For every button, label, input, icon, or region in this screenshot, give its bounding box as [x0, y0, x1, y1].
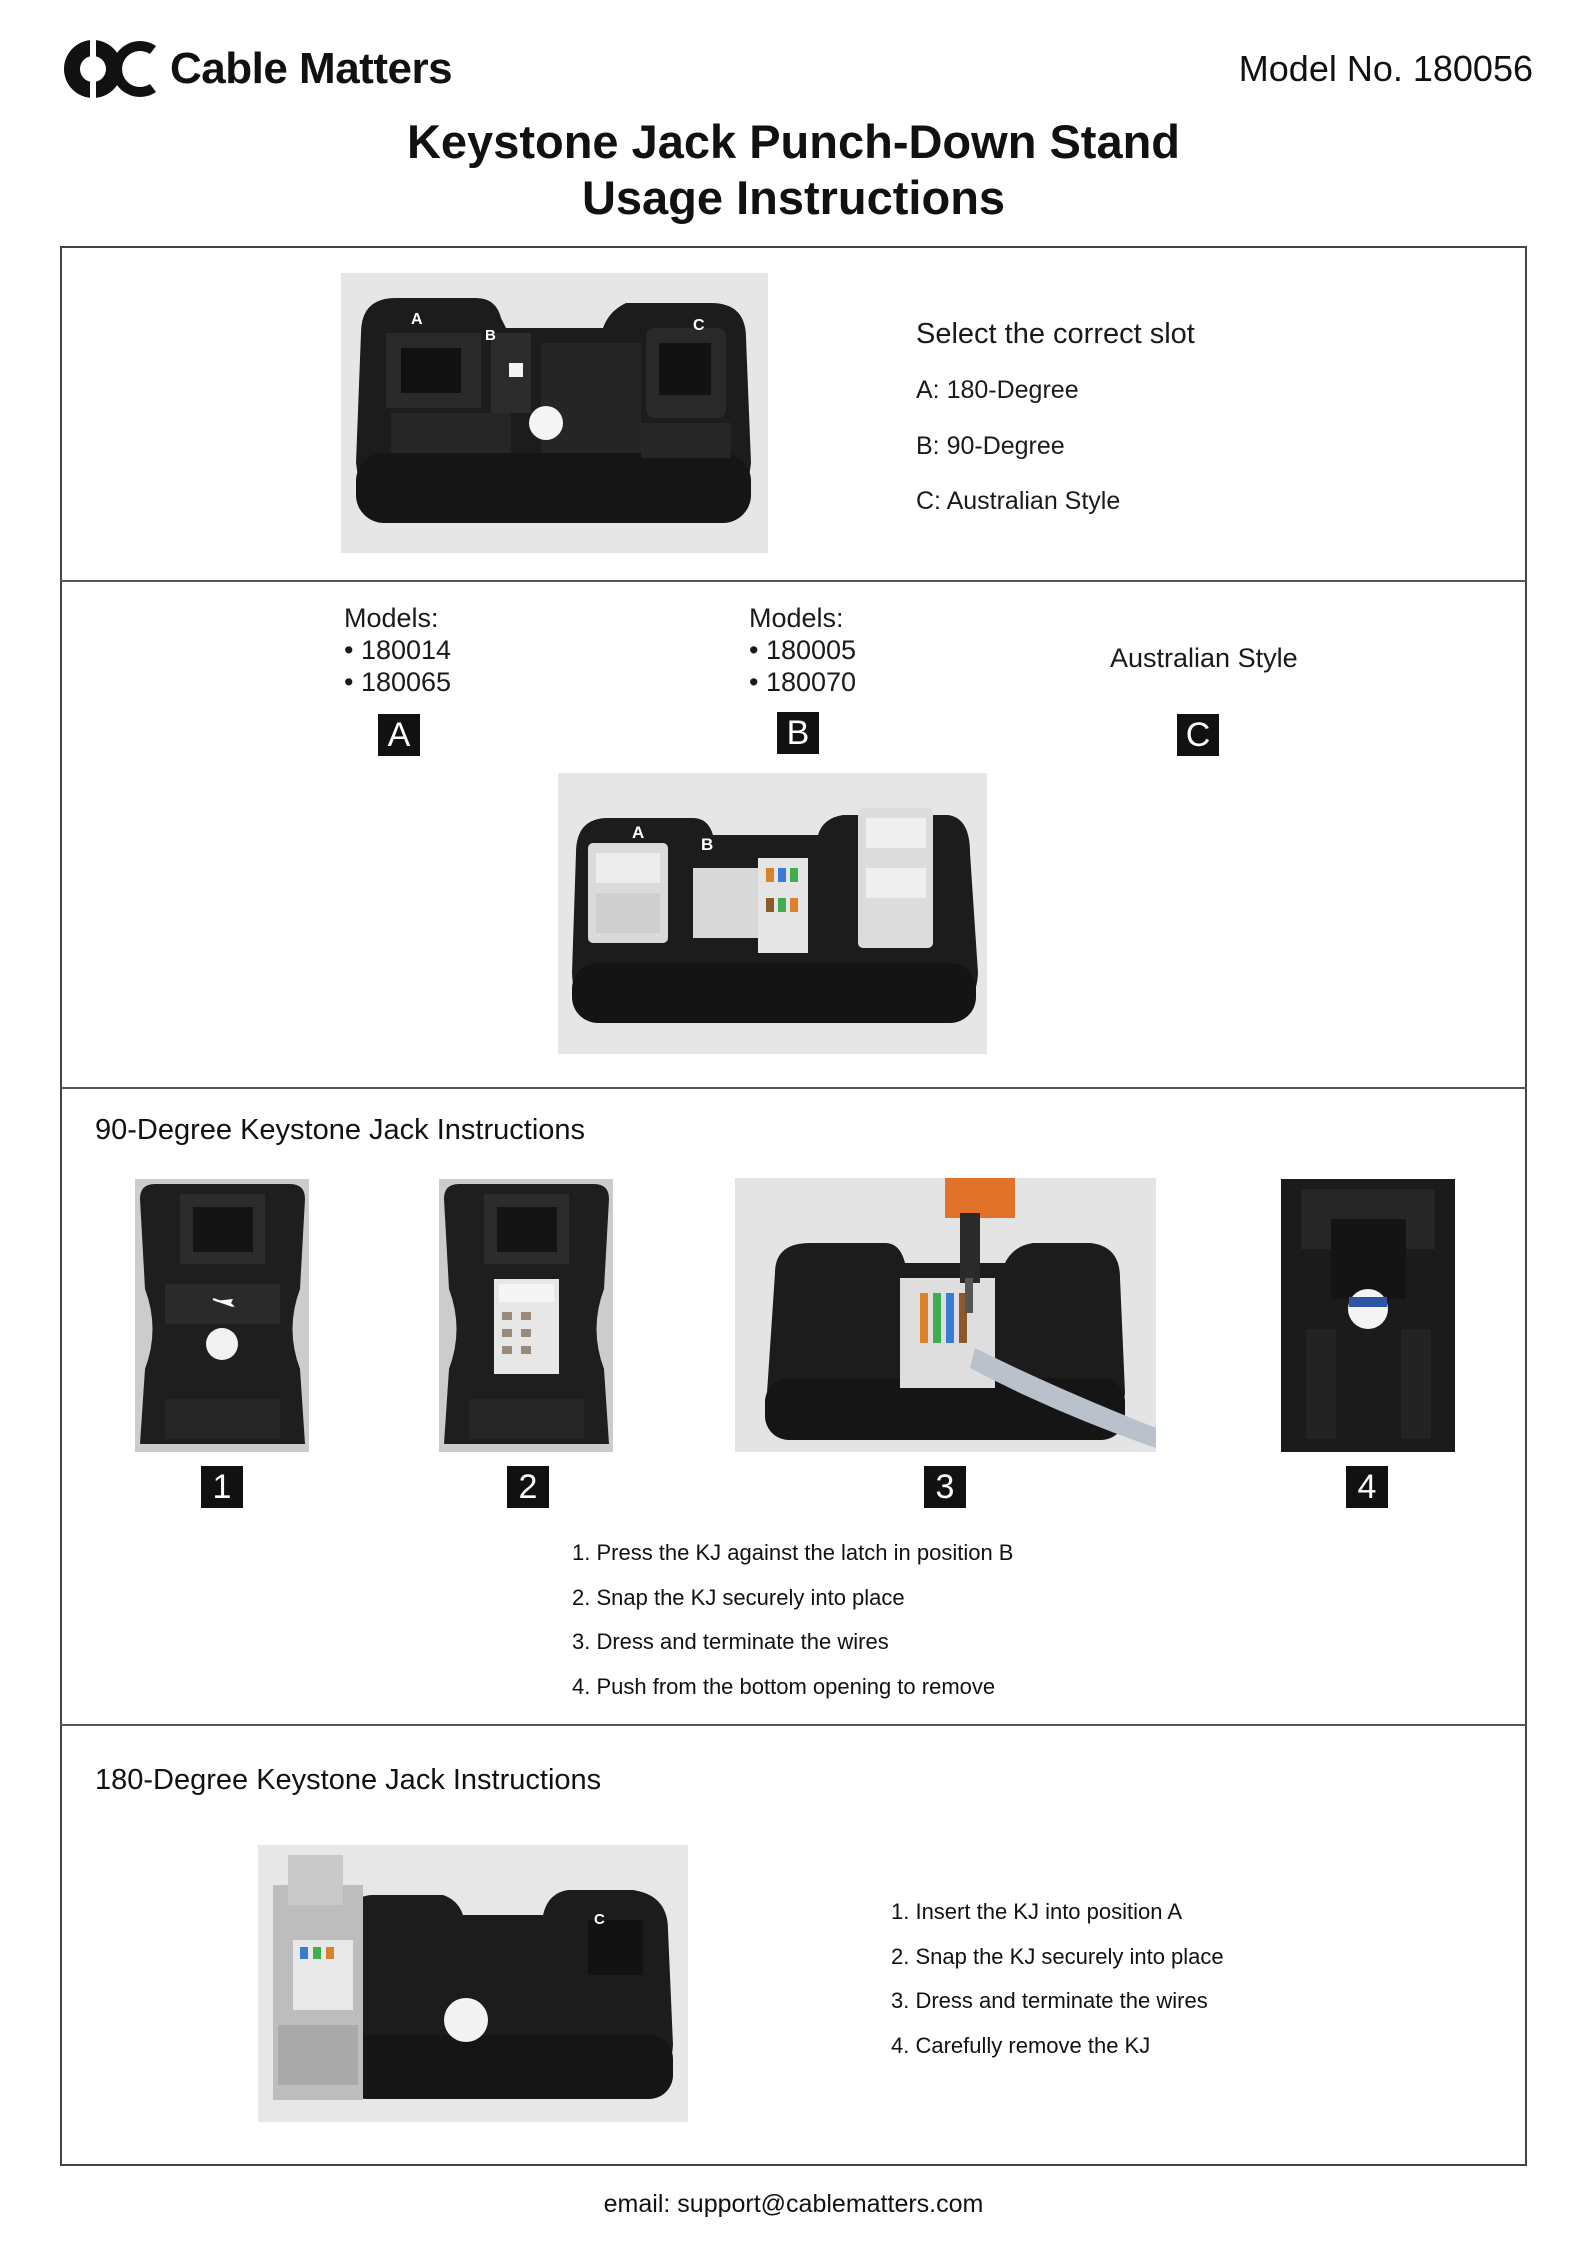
stand-with-jacks-photo — [558, 773, 987, 1054]
brand-logo — [60, 36, 460, 102]
model-item: • 180065 — [344, 667, 452, 697]
slot-c-label: C: Australian Style — [916, 487, 1121, 515]
one-eighty-step-2: 2. Snap the KJ securely into place — [891, 1944, 1224, 1969]
step-2-photo — [439, 1179, 613, 1452]
figure-number-1: 1 — [201, 1466, 243, 1508]
figure-number-3: 3 — [924, 1466, 966, 1508]
photo-label-a: A — [632, 823, 645, 842]
section-divider — [60, 580, 1527, 582]
slot-letter-a: A — [378, 714, 420, 756]
photo-label-b: B — [701, 835, 714, 854]
step-3-photo — [735, 1178, 1156, 1452]
cable-matters-logo-icon — [60, 36, 164, 102]
one-eighty-step-4: 4. Carefully remove the KJ — [891, 2033, 1151, 2058]
slot-a-label: A: 180-Degree — [916, 376, 1079, 404]
ninety-step-4: 4. Push from the bottom opening to remove — [572, 1674, 996, 1699]
models-a — [344, 602, 451, 698]
model-item: • 180070 — [749, 667, 857, 697]
slot-b-label: B: 90-Degree — [916, 432, 1065, 460]
photo-label-c: C — [693, 317, 705, 334]
one-eighty-step-3: 3. Dress and terminate the wires — [891, 1988, 1208, 2013]
photo-label-a: A — [411, 311, 423, 328]
photo-label-c: C — [594, 1911, 605, 1928]
model-number: Model No. 180056 — [1238, 48, 1533, 89]
figure-number-4: 4 — [1346, 1466, 1388, 1508]
ninety-step-1: 1. Press the KJ against the latch in position B — [572, 1540, 1014, 1565]
figure-number-2: 2 — [507, 1466, 549, 1508]
ninety-step-3: 3. Dress and terminate the wires — [572, 1629, 889, 1654]
model-item: • 180005 — [749, 635, 857, 665]
section-divider — [60, 1087, 1527, 1089]
page-title: Keystone Jack Punch-Down Stand — [406, 115, 1181, 168]
model-item: • 180014 — [344, 635, 452, 665]
support-email[interactable]: email: support@cablematters.com — [603, 2190, 984, 2218]
photo-label-b: B — [485, 327, 496, 344]
stand-top-photo — [341, 273, 768, 553]
models-a-heading: Models: — [344, 603, 439, 633]
models-c-heading: Australian Style — [1110, 643, 1298, 673]
page-subtitle: Usage Instructions — [581, 171, 1006, 224]
step-1-photo — [135, 1179, 309, 1452]
step-4-photo — [1281, 1179, 1455, 1452]
ninety-degree-heading: 90-Degree Keystone Jack Instructions — [95, 1114, 586, 1146]
slot-letter-c: C — [1177, 714, 1219, 756]
ninety-step-2: 2. Snap the KJ securely into place — [572, 1585, 905, 1610]
one-eighty-step-1: 1. Insert the KJ into position A — [891, 1899, 1183, 1924]
one-eighty-degree-heading: 180-Degree Keystone Jack Instructions — [95, 1764, 602, 1796]
models-b-heading: Models: — [749, 603, 844, 633]
slot-heading: Select the correct slot — [916, 318, 1195, 350]
section-divider — [60, 1724, 1527, 1726]
slot-letter-b: B — [777, 712, 819, 754]
models-b — [749, 602, 856, 698]
one-eighty-photo — [258, 1845, 688, 2122]
brand-name: Cable Matters — [170, 44, 453, 93]
